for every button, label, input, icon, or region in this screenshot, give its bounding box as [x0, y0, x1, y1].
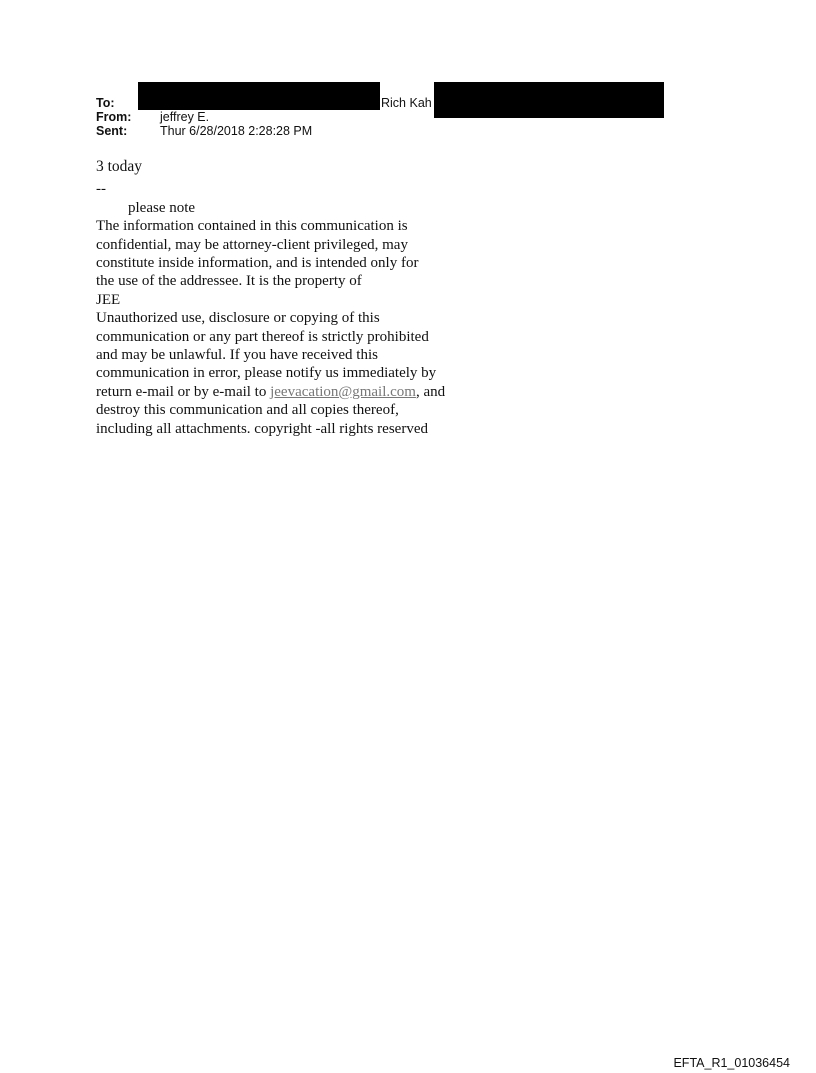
disclaimer-line: constitute inside information, and is intended only for: [96, 255, 419, 272]
disclaimer-line: communication or any part thereof is strictly prohibited: [96, 328, 429, 345]
disclaimer-line: communication in error, please notify us immediately by: [96, 365, 437, 382]
from-label: From:: [96, 110, 132, 124]
please-note-text: please note: [128, 199, 196, 216]
link-line-suffix: , and: [415, 383, 446, 400]
email-header: [96, 84, 676, 138]
sent-row: [96, 125, 676, 139]
document-id: EFTA_R1_01036454: [673, 1056, 790, 1070]
email-link[interactable]: jeevacation@gmail.com: [270, 383, 416, 400]
redaction-block: [138, 82, 380, 110]
disclaimer-link-line: [96, 383, 496, 401]
disclaimer-line: The information contained in this communication is: [96, 218, 408, 235]
email-body: [96, 158, 496, 438]
disclaimer-line: Unauthorized use, disclosure or copying of this: [96, 310, 380, 327]
from-row: [96, 111, 676, 125]
signature-separator: --: [96, 181, 106, 198]
to-row: [96, 84, 676, 111]
to-recipient-name: Rich Kah: [381, 96, 432, 110]
message-text: 3 today: [96, 158, 143, 175]
sent-value: Thur 6/28/2018 2:28:28 PM: [160, 123, 313, 138]
disclaimer-line: confidential, may be attorney-client privileged, may: [96, 236, 408, 253]
link-line-prefix: return e-mail or by e-mail to: [96, 383, 271, 400]
to-label: To:: [96, 96, 115, 110]
from-value: jeffrey E.: [160, 110, 210, 124]
closing-line: destroy this communication and all copies thereof,: [96, 402, 399, 419]
closing-line: including all attachments. copyright -all rights reserved: [96, 420, 428, 437]
sent-label: Sent:: [96, 123, 128, 138]
disclaimer-line: JEE: [96, 291, 121, 308]
disclaimer-line: and may be unlawful. If you have received this: [96, 347, 378, 364]
disclaimer-line: the use of the addressee. It is the property of: [96, 273, 362, 290]
